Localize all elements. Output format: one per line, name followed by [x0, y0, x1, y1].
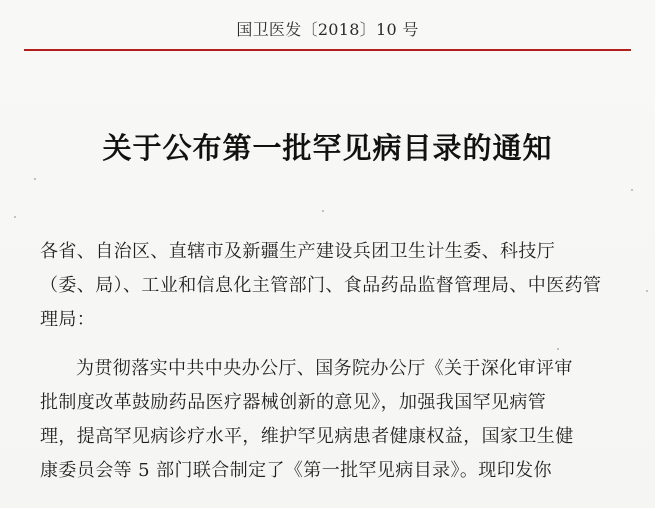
body-line: 批制度改革鼓励药品医疗器械创新的意见》，加强我国罕见病管	[40, 392, 547, 413]
document-number: 国卫医发〔2018〕10 号	[236, 20, 419, 39]
scan-speck	[631, 189, 633, 191]
scan-speck	[34, 178, 36, 180]
scan-speck	[322, 210, 324, 212]
red-header-rule	[24, 49, 631, 51]
scan-speck	[646, 290, 648, 292]
addressee-line: （委、局）、工业和信息化主管部门、食品药品监督管理局、中医药管	[40, 275, 602, 296]
scan-speck	[557, 348, 559, 350]
body-paragraph	[40, 352, 636, 488]
body-line: 为贯彻落实中共中央办公厅、国务院办公厅《关于深化审评审	[76, 358, 573, 379]
body-line: 康委员会等 5 部门联合制定了《第一批罕见病目录》。现印发你	[40, 460, 552, 481]
addressee-paragraph	[40, 235, 636, 337]
addressee-line: 各省、自治区、直辖市及新疆生产建设兵团卫生计生委、科技厅	[40, 241, 556, 262]
addressee-line: 理局：	[40, 309, 96, 330]
body-line: 理，提高罕见病诊疗水平，维护罕见病患者健康权益，国家卫生健	[40, 426, 574, 447]
document-title: 关于公布第一批罕见病目录的通知	[102, 131, 553, 165]
scan-speck	[14, 216, 16, 218]
